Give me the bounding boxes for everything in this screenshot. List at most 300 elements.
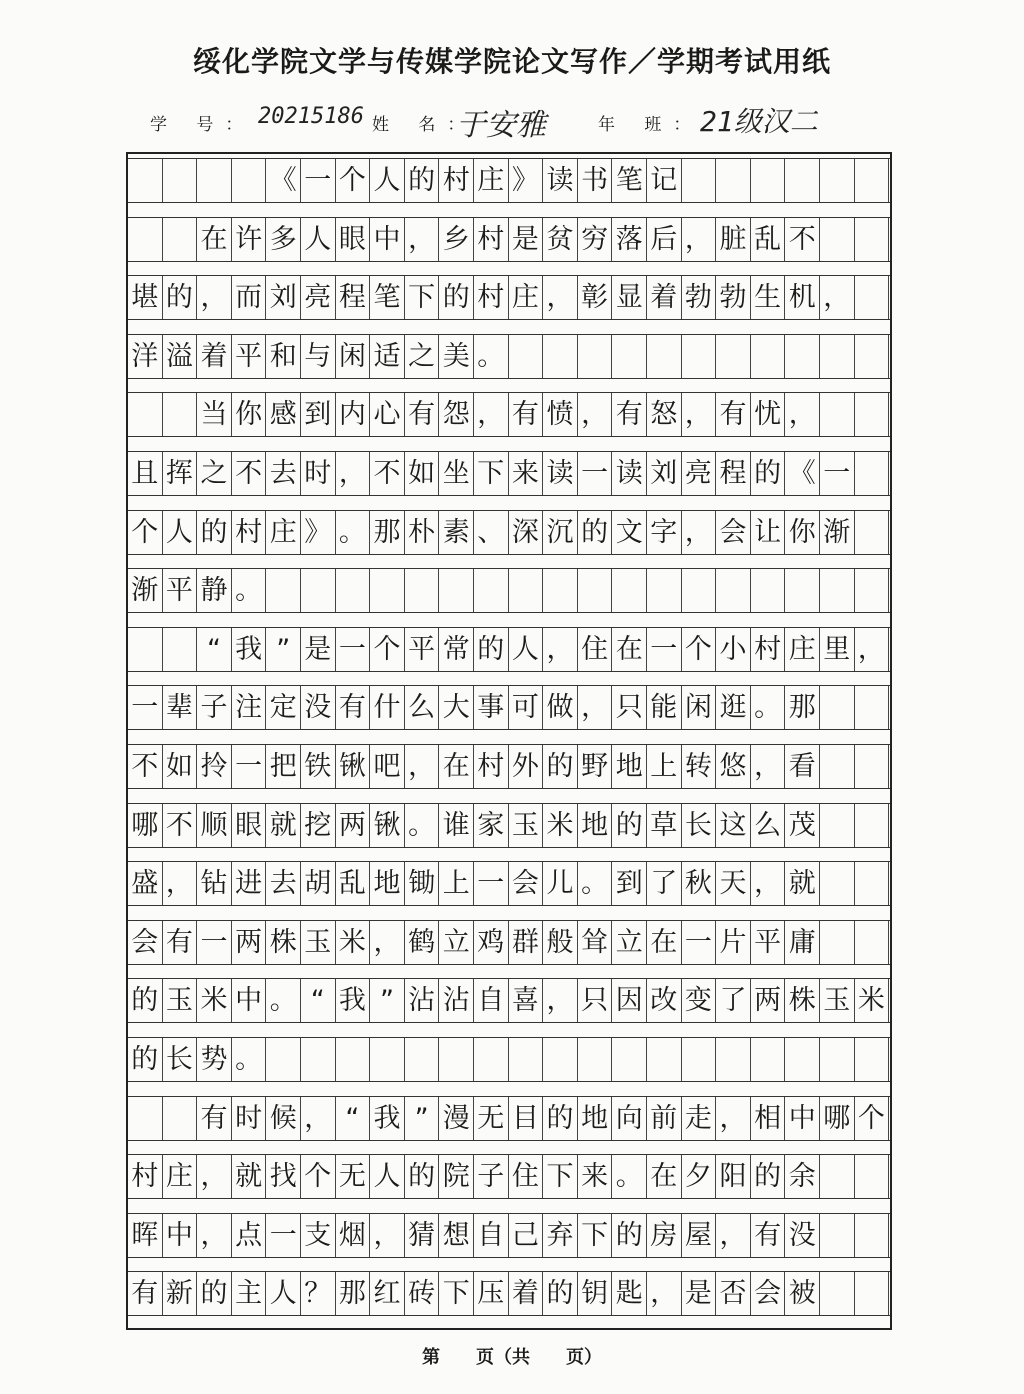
grid-cell: 米 (543, 804, 578, 847)
grid-cell: 玉 (301, 921, 336, 964)
grid-cell: 就 (266, 804, 301, 847)
manuscript-row (128, 1096, 890, 1141)
grid-cell: 自 (474, 979, 509, 1022)
grid-cell: 目 (509, 1097, 544, 1140)
grid-cell: 改 (647, 979, 682, 1022)
grid-cell: 天 (716, 862, 751, 905)
grid-cell: 的 (612, 804, 647, 847)
grid-cell: 乡 (439, 218, 474, 261)
grid-cell: 且 (128, 452, 163, 495)
grid-cell: 子 (197, 686, 232, 729)
grid-cell: 的 (751, 452, 786, 495)
grid-cell: 株 (785, 979, 820, 1022)
grid-cell: ， (751, 745, 786, 788)
grid-cell (509, 1038, 544, 1081)
grid-cell: 着 (647, 276, 682, 319)
grid-cell: 庄 (474, 159, 509, 202)
grid-cell: ， (647, 1272, 682, 1315)
grid-cell: 与 (301, 335, 336, 378)
grid-cell: 庸 (785, 921, 820, 964)
grid-cell: 之 (197, 452, 232, 495)
grid-cell: 弃 (543, 1214, 578, 1257)
grid-cell: 内 (336, 393, 371, 436)
page-number-label: 第 页（共 页） (422, 1347, 602, 1368)
grid-cell: ， (716, 1097, 751, 1140)
grid-cell (855, 1214, 890, 1257)
grid-cell: 亮 (301, 276, 336, 319)
grid-cell: 如 (163, 745, 198, 788)
grid-cell: 是 (509, 218, 544, 261)
grid-cell (405, 569, 440, 612)
grid-cell: 儿 (543, 862, 578, 905)
grid-cell (820, 159, 855, 202)
grid-cell: 长 (682, 804, 717, 847)
grid-cell: 生 (751, 276, 786, 319)
grid-cell: 压 (474, 1272, 509, 1315)
grid-cell: 猜 (405, 1214, 440, 1257)
grid-cell: 勃 (716, 276, 751, 319)
grid-cell (682, 569, 717, 612)
grid-cell: 时 (301, 452, 336, 495)
grid-cell (128, 628, 163, 671)
grid-cell: 个 (336, 159, 371, 202)
grid-cell (751, 335, 786, 378)
manuscript-row (128, 158, 890, 203)
grid-cell: ， (543, 979, 578, 1022)
grid-cell: ， (370, 1214, 405, 1257)
grid-cell: 烟 (336, 1214, 371, 1257)
grid-cell (612, 335, 647, 378)
grid-cell: 玉 (820, 979, 855, 1022)
grid-cell (543, 1038, 578, 1081)
grid-cell: 机 (785, 276, 820, 319)
grid-cell: 书 (578, 159, 613, 202)
grid-cell: 大 (439, 686, 474, 729)
grid-cell: 米 (197, 979, 232, 1022)
grid-cell: 人 (301, 218, 336, 261)
grid-cell: ， (474, 393, 509, 436)
grid-cell: 庄 (509, 276, 544, 319)
grid-cell: 注 (232, 686, 267, 729)
page-title: 绥化学院文学与传媒学院论文写作／学期考试用纸 (192, 45, 831, 78)
grid-cell: 米 (855, 979, 890, 1022)
grid-cell: 记 (647, 159, 682, 202)
grid-cell: 下 (439, 1272, 474, 1315)
grid-cell (855, 921, 890, 964)
grid-cell: 人 (266, 1272, 301, 1315)
grid-cell (612, 1038, 647, 1081)
grid-cell: 红 (370, 1272, 405, 1315)
grid-cell: 小 (716, 628, 751, 671)
grid-cell: 野 (578, 745, 613, 788)
grid-cell: 怒 (647, 393, 682, 436)
grid-cell (820, 1038, 855, 1081)
manuscript-row (128, 978, 890, 1023)
grid-cell: 了 (647, 862, 682, 905)
grid-cell (716, 159, 751, 202)
grid-cell: 的 (612, 1214, 647, 1257)
grid-cell: “ (336, 1097, 371, 1140)
grid-cell: 村 (232, 511, 267, 554)
grid-cell: 显 (612, 276, 647, 319)
grid-cell: ， (751, 862, 786, 905)
grid-cell: 群 (509, 921, 544, 964)
grid-cell: 一 (682, 921, 717, 964)
grid-cell: 一 (647, 628, 682, 671)
grid-cell: ， (405, 218, 440, 261)
grid-cell: 的 (197, 1272, 232, 1315)
grid-cell: 堪 (128, 276, 163, 319)
grid-cell: 《 (785, 452, 820, 495)
grid-cell: 的 (543, 1272, 578, 1315)
grid-cell: 人 (370, 1155, 405, 1198)
grid-cell: 溢 (163, 335, 198, 378)
grid-cell: 拎 (197, 745, 232, 788)
grid-cell: 两 (232, 921, 267, 964)
grid-cell: 下 (474, 452, 509, 495)
grid-cell: 是 (682, 1272, 717, 1315)
grid-cell: ， (855, 628, 890, 671)
grid-cell (855, 1038, 890, 1081)
grid-cell: 地 (578, 804, 613, 847)
grid-cell: ” (266, 628, 301, 671)
class-value: 21级汉二 (700, 105, 818, 138)
grid-cell: 许 (232, 218, 267, 261)
grid-cell: 让 (751, 511, 786, 554)
grid-cell: 读 (543, 452, 578, 495)
grid-cell: 向 (612, 1097, 647, 1140)
grid-cell (820, 1155, 855, 1198)
grid-cell: 。 (336, 511, 371, 554)
grid-cell: 只 (612, 686, 647, 729)
grid-cell: 玉 (163, 979, 198, 1022)
grid-cell (509, 335, 544, 378)
grid-cell: 素 (439, 511, 474, 554)
grid-cell: 就 (232, 1155, 267, 1198)
grid-cell: 地 (370, 862, 405, 905)
grid-cell (682, 159, 717, 202)
grid-cell: 去 (266, 452, 301, 495)
grid-cell: 的 (474, 628, 509, 671)
grid-cell: 中 (785, 1097, 820, 1140)
grid-cell: 到 (301, 393, 336, 436)
grid-cell: ， (820, 276, 855, 319)
grid-cell: 刘 (647, 452, 682, 495)
grid-cell: ， (301, 1097, 336, 1140)
grid-cell (855, 452, 890, 495)
grid-cell: 有 (751, 1214, 786, 1257)
grid-cell: 无 (336, 1155, 371, 1198)
grid-cell: 两 (336, 804, 371, 847)
grid-cell: 的 (405, 1155, 440, 1198)
grid-cell (820, 686, 855, 729)
grid-cell: 不 (163, 804, 198, 847)
grid-cell (370, 1038, 405, 1081)
grid-cell: 会 (751, 1272, 786, 1315)
grid-cell: 外 (509, 745, 544, 788)
name-value: 于安雅 (456, 108, 546, 143)
grid-cell (405, 1038, 440, 1081)
grid-cell: 渐 (128, 569, 163, 612)
grid-cell: 乱 (751, 218, 786, 261)
grid-cell: 我 (336, 979, 371, 1022)
grid-cell: 有 (405, 393, 440, 436)
grid-cell: 当 (197, 393, 232, 436)
grid-cell: 挥 (163, 452, 198, 495)
grid-cell (301, 1038, 336, 1081)
grid-cell (163, 393, 198, 436)
manuscript-row (128, 685, 890, 730)
grid-cell: 去 (266, 862, 301, 905)
grid-cell: 程 (716, 452, 751, 495)
grid-cell: 无 (474, 1097, 509, 1140)
grid-cell: 一 (128, 686, 163, 729)
grid-cell (612, 569, 647, 612)
grid-cell: 的 (128, 1038, 163, 1081)
grid-cell: 到 (612, 862, 647, 905)
grid-cell: 那 (336, 1272, 371, 1315)
page-footer (0, 1343, 1024, 1369)
grid-cell (855, 159, 890, 202)
grid-cell: 下 (405, 276, 440, 319)
grid-cell: 字 (647, 511, 682, 554)
grid-cell: 上 (439, 862, 474, 905)
grid-cell: 如 (405, 452, 440, 495)
grid-cell: 不 (370, 452, 405, 495)
grid-cell: 村 (474, 276, 509, 319)
grid-cell: 的 (163, 276, 198, 319)
grid-cell: 闲 (336, 335, 371, 378)
grid-cell: 个 (682, 628, 717, 671)
grid-cell: 支 (301, 1214, 336, 1257)
grid-cell: ？ (301, 1272, 336, 1315)
grid-cell: 忧 (751, 393, 786, 436)
grid-cell: ， (543, 628, 578, 671)
grid-cell: 找 (266, 1155, 301, 1198)
grid-cell: 屋 (682, 1214, 717, 1257)
grid-cell: 洋 (128, 335, 163, 378)
grid-cell: 下 (543, 1155, 578, 1198)
grid-cell: 个 (128, 511, 163, 554)
grid-cell: 一 (266, 1214, 301, 1257)
grid-cell: 。 (612, 1155, 647, 1198)
grid-cell: 会 (128, 921, 163, 964)
grid-cell: 一 (197, 921, 232, 964)
grid-cell: 之 (405, 335, 440, 378)
grid-cell (820, 862, 855, 905)
manuscript-row (128, 803, 890, 848)
grid-cell: 笔 (370, 276, 405, 319)
grid-cell: 中 (232, 979, 267, 1022)
grid-cell: 地 (612, 745, 647, 788)
grid-cell (785, 335, 820, 378)
grid-cell: 想 (439, 1214, 474, 1257)
grid-cell: 钥 (578, 1272, 613, 1315)
grid-cell: 勃 (682, 276, 717, 319)
grid-cell: 有 (336, 686, 371, 729)
student-info-row (140, 100, 940, 143)
grid-cell: 不 (232, 452, 267, 495)
grid-cell: 玉 (509, 804, 544, 847)
grid-cell: 在 (647, 921, 682, 964)
grid-cell (855, 218, 890, 261)
grid-cell: 》 (509, 159, 544, 202)
grid-cell: 来 (509, 452, 544, 495)
grid-cell: 地 (578, 1097, 613, 1140)
grid-cell (820, 335, 855, 378)
manuscript-row (128, 920, 890, 965)
grid-cell (301, 569, 336, 612)
grid-cell: 着 (509, 1272, 544, 1315)
grid-cell: 落 (612, 218, 647, 261)
grid-cell (855, 686, 890, 729)
grid-cell: 村 (439, 159, 474, 202)
grid-cell (474, 569, 509, 612)
manuscript-row (128, 392, 890, 437)
grid-cell (820, 804, 855, 847)
grid-cell: 文 (612, 511, 647, 554)
grid-cell: 院 (439, 1155, 474, 1198)
grid-cell: 悠 (716, 745, 751, 788)
grid-cell (682, 335, 717, 378)
grid-cell: 闲 (682, 686, 717, 729)
grid-cell: 乱 (336, 862, 371, 905)
grid-cell (820, 393, 855, 436)
grid-cell (266, 569, 301, 612)
grid-cell: 人 (509, 628, 544, 671)
grid-cell: 钻 (197, 862, 232, 905)
grid-cell: 村 (751, 628, 786, 671)
grid-cell: 把 (266, 745, 301, 788)
grid-cell (439, 569, 474, 612)
grid-cell (543, 335, 578, 378)
grid-cell: 辈 (163, 686, 198, 729)
grid-cell: 。 (232, 569, 267, 612)
grid-cell (855, 276, 890, 319)
grid-cell: ， (197, 1155, 232, 1198)
grid-cell: 沾 (405, 979, 440, 1022)
grid-cell: 愤 (543, 393, 578, 436)
grid-cell (820, 921, 855, 964)
grid-cell: 会 (509, 862, 544, 905)
grid-cell (474, 1038, 509, 1081)
grid-cell: 有 (128, 1272, 163, 1315)
grid-cell: 的 (405, 159, 440, 202)
grid-cell: 。 (751, 686, 786, 729)
grid-cell: 米 (336, 921, 371, 964)
grid-cell: 鹤 (405, 921, 440, 964)
manuscript-grid (126, 152, 892, 1330)
grid-cell (785, 1038, 820, 1081)
grid-cell (578, 1038, 613, 1081)
grid-cell: 的 (128, 979, 163, 1022)
grid-cell: 怨 (439, 393, 474, 436)
grid-cell: 晖 (128, 1214, 163, 1257)
grid-cell: 房 (647, 1214, 682, 1257)
grid-cell: 铁 (301, 745, 336, 788)
grid-cell: 候 (266, 1097, 301, 1140)
grid-cell: 住 (578, 628, 613, 671)
grid-cell: 刘 (266, 276, 301, 319)
grid-cell: 锹 (336, 745, 371, 788)
grid-cell: 走 (682, 1097, 717, 1140)
grid-cell: 坐 (439, 452, 474, 495)
grid-cell (336, 1038, 371, 1081)
grid-cell: 。 (405, 804, 440, 847)
grid-cell: 不 (785, 218, 820, 261)
grid-cell: 我 (232, 628, 267, 671)
grid-cell: 鸡 (474, 921, 509, 964)
manuscript-row (128, 451, 890, 496)
grid-cell (647, 569, 682, 612)
grid-cell: 中 (163, 1214, 198, 1257)
grid-cell: ， (197, 276, 232, 319)
grid-cell: 这 (716, 804, 751, 847)
grid-cell: 我 (370, 1097, 405, 1140)
grid-cell (820, 745, 855, 788)
grid-cell: 人 (163, 511, 198, 554)
grid-cell: 村 (128, 1155, 163, 1198)
grid-cell: 眼 (336, 218, 371, 261)
grid-cell (197, 159, 232, 202)
grid-cell (682, 1038, 717, 1081)
grid-cell: 秋 (682, 862, 717, 905)
grid-cell: 的 (543, 1097, 578, 1140)
grid-cell: 只 (578, 979, 613, 1022)
grid-cell: 否 (716, 1272, 751, 1315)
grid-cell: 茂 (785, 804, 820, 847)
grid-cell: 势 (197, 1038, 232, 1081)
grid-cell: 脏 (716, 218, 751, 261)
grid-cell: 庄 (266, 511, 301, 554)
grid-cell (785, 159, 820, 202)
student-id-label: 学 号： (150, 115, 255, 135)
grid-cell: 、 (474, 511, 509, 554)
grid-cell: “ (301, 979, 336, 1022)
grid-cell: 阳 (716, 1155, 751, 1198)
grid-cell: 。 (232, 1038, 267, 1081)
manuscript-row (128, 334, 890, 379)
grid-cell (578, 335, 613, 378)
grid-cell: 个 (855, 1097, 890, 1140)
manuscript-row (128, 510, 890, 555)
grid-cell: 会 (716, 511, 751, 554)
grid-cell (855, 1272, 890, 1315)
grid-cell: 的 (578, 511, 613, 554)
grid-cell: 立 (612, 921, 647, 964)
grid-cell (855, 569, 890, 612)
grid-cell: 有 (716, 393, 751, 436)
grid-cell (647, 335, 682, 378)
grid-cell: 个 (301, 1155, 336, 1198)
grid-cell: 进 (232, 862, 267, 905)
grid-cell: 没 (785, 1214, 820, 1257)
grid-cell: ， (682, 393, 717, 436)
grid-cell: 就 (785, 862, 820, 905)
grid-cell: 事 (474, 686, 509, 729)
grid-cell: 漫 (439, 1097, 474, 1140)
grid-cell: 平 (232, 335, 267, 378)
grid-cell (751, 159, 786, 202)
grid-cell: ， (716, 1214, 751, 1257)
grid-cell (543, 569, 578, 612)
grid-cell: 夕 (682, 1155, 717, 1198)
grid-cell (509, 569, 544, 612)
grid-cell: 常 (439, 628, 474, 671)
grid-cell: 村 (474, 218, 509, 261)
grid-cell: 眼 (232, 804, 267, 847)
grid-cell (820, 569, 855, 612)
